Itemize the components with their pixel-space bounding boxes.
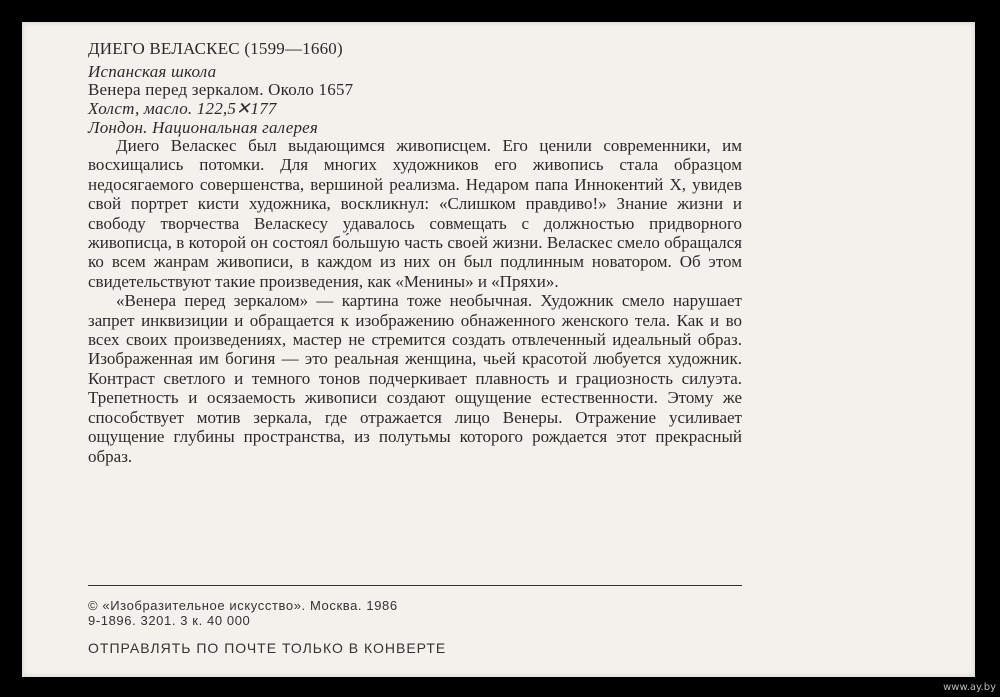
artist-name: ДИЕГО ВЕЛАСКЕС — [88, 39, 240, 58]
school-label: Испанская школа — [88, 62, 217, 81]
painting-medium: Холст, масло. 122,5✕177 — [88, 99, 277, 118]
artist-line — [88, 39, 343, 58]
publisher-line: © «Изобразительное искусство». Москва. 1986 — [88, 598, 398, 613]
print-info: 9-1896. 3201. 3 к. 40 000 — [88, 613, 251, 628]
mail-instruction: ОТПРАВЛЯТЬ ПО ПОЧТЕ ТОЛЬКО В КОНВЕРТЕ — [88, 640, 447, 656]
paragraph-2: «Венера перед зеркалом» — картина тоже необычная. Художник смело нарушает запрет инквизиции и обращается к изображению обнаженного женского тела. Как и во всех своих произведениях, мастер не стремится создать отвлеченный идеальный образ. Изображенная им богиня — это реальная женщина, чьей красотой любуется художник. Контраст светлого и темного тонов подчеркивает плавность и грациозность силуэта. Трепетность и осязаемость живописи создают ощущение естественности. Этому же способствует мотив зеркала, где отражается лицо Венеры. Отражение усиливает ощущение глубины пространства, из полутьмы которого рождается этот прекрасный образ. — [88, 291, 742, 466]
description-text — [88, 136, 742, 466]
painting-title: Венера перед зеркалом. Около 1657 — [88, 80, 354, 99]
postcard-back — [22, 22, 975, 677]
artist-dates: (1599—1660) — [244, 39, 343, 58]
site-watermark: www.ay.by — [943, 682, 996, 693]
footer-divider — [88, 585, 742, 586]
paragraph-1: Диего Веласкес был выдающимся живописцем. Его ценили современники, им восхищались потомки. Для многих художников его живопись стала образцом недосягаемого совершенства, вершиной реализма. Недаром папа Иннокентий X, увидев свой портрет кисти художника, воскликнул: «Слишком правдиво!» Знание жизни и свободу творчества Веласкесу удавалось совмещать с должностью придворного живописца, в которой он состоял бо́льшую часть своей жизни. Веласкес смело обращался ко всем жанрам живописи, в каждом из них он был подлинным новатором. Об этом свидетельствуют такие произведения, как «Менины» и «Пряхи». — [88, 136, 742, 291]
painting-location: Лондон. Национальная галерея — [88, 118, 318, 137]
